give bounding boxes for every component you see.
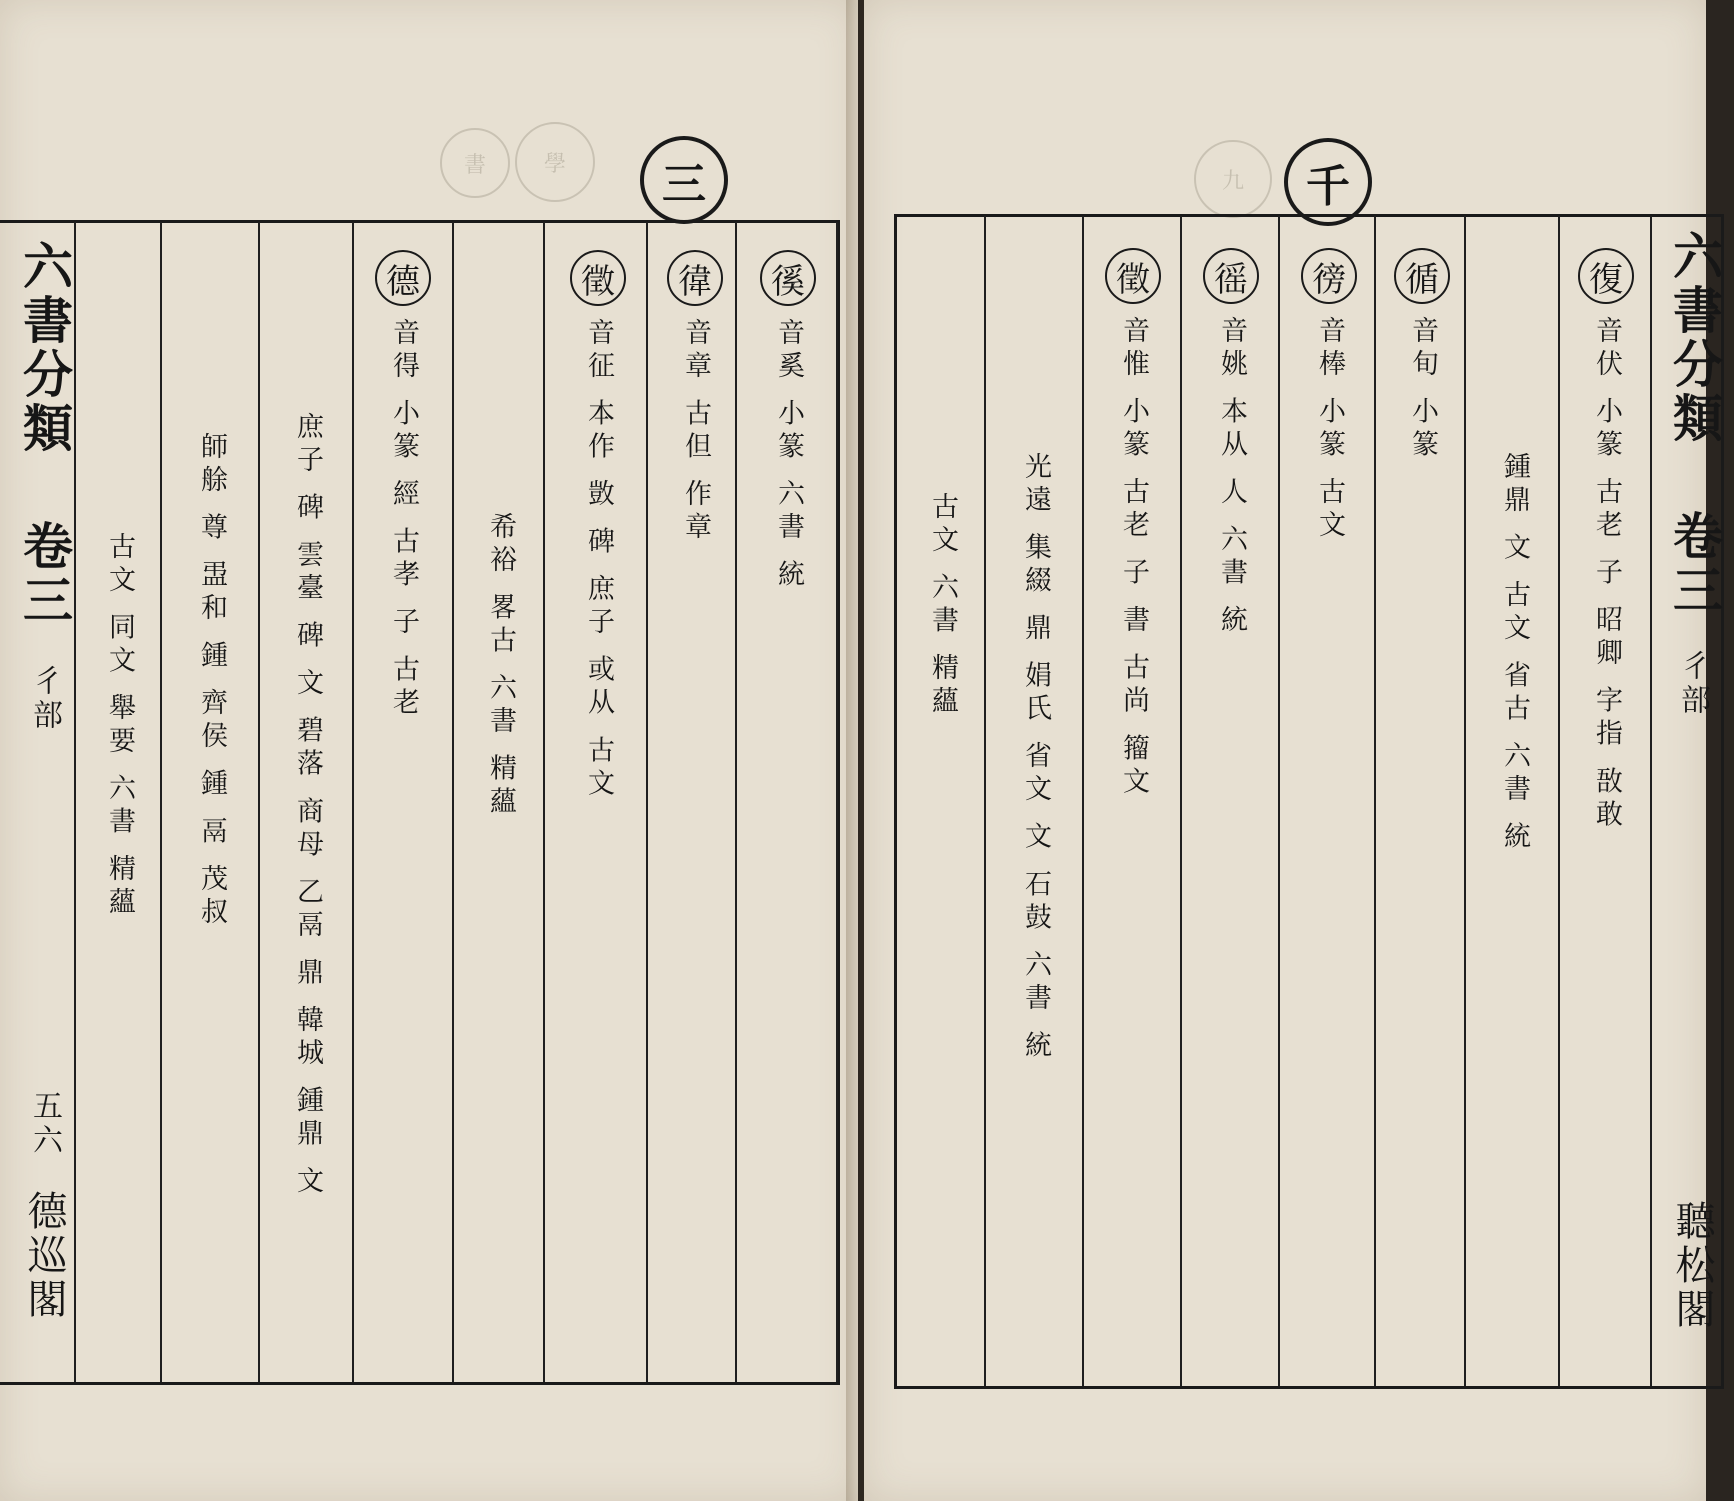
head-character: 徵 bbox=[1105, 248, 1161, 304]
column-rule bbox=[984, 216, 986, 1386]
entry-column bbox=[266, 400, 348, 1199]
entry-text: 希裕 畧古 六書 精蘊 bbox=[485, 512, 516, 820]
head-character: 循 bbox=[1394, 248, 1450, 304]
volume-label: 卷三 bbox=[1665, 510, 1724, 618]
column-rule bbox=[452, 222, 454, 1382]
column-rule bbox=[258, 222, 260, 1382]
entry-text: 師艅 尊 盄和 鍾 齊侯 鍾 鬲 茂叔 bbox=[196, 432, 227, 931]
column-rule bbox=[543, 222, 545, 1382]
column-rule bbox=[1650, 216, 1652, 1386]
entry-text: 音奚 小篆 六書 統 bbox=[773, 318, 804, 593]
entry-column bbox=[1092, 248, 1174, 800]
book-title: 六書分類 bbox=[1665, 230, 1724, 446]
head-character: 徵 bbox=[570, 250, 626, 306]
entry-text: 光遠 集綴 鼎 娟氏 省文 文 石鼓 六書 統 bbox=[1020, 452, 1051, 1064]
entry-column bbox=[460, 500, 540, 820]
entry-column bbox=[558, 250, 638, 802]
head-character: 徯 bbox=[760, 250, 816, 306]
ghost-seal: 學 bbox=[515, 122, 595, 202]
entry-text: 音旬 小篆 bbox=[1407, 316, 1438, 463]
publisher-label: 德巡閣 bbox=[21, 1190, 67, 1322]
entry-column bbox=[1382, 248, 1462, 463]
column-rule bbox=[1374, 216, 1376, 1386]
publisher-label: 聽松閣 bbox=[1669, 1200, 1715, 1332]
entry-text: 音姚 本从 人 六書 統 bbox=[1216, 316, 1247, 639]
entry-column bbox=[1566, 248, 1646, 833]
column-rule bbox=[646, 222, 648, 1382]
column-rule bbox=[1082, 216, 1084, 1386]
column-rule bbox=[735, 222, 737, 1382]
entry-column bbox=[904, 480, 980, 719]
head-character: 徫 bbox=[667, 250, 723, 306]
section-label: 彳部 bbox=[27, 665, 62, 733]
entry-column bbox=[655, 250, 735, 545]
entry-column bbox=[1190, 248, 1272, 638]
head-character: 徬 bbox=[1301, 248, 1357, 304]
entry-text: 音得 小篆 經 古孝 子 古老 bbox=[388, 318, 419, 721]
entry-text: 音惟 小篆 古老 子 書 古尚 籀文 bbox=[1118, 316, 1149, 800]
head-character: 德 bbox=[375, 250, 431, 306]
column-rule bbox=[1278, 216, 1280, 1386]
page-number: 五六 bbox=[27, 1090, 62, 1158]
entry-text: 音征 本作 敳 碑 庶子 或从 古文 bbox=[583, 318, 614, 802]
ghost-seal: 書 bbox=[440, 128, 510, 198]
entry-text: 音棒 小篆 古文 bbox=[1314, 316, 1345, 544]
entry-column bbox=[748, 250, 828, 593]
section-label: 彳部 bbox=[1675, 650, 1710, 718]
entry-text: 古文 六書 精蘊 bbox=[927, 492, 958, 720]
entry-column bbox=[1288, 248, 1370, 543]
folio-number: 千 bbox=[1284, 138, 1372, 226]
entry-column bbox=[170, 420, 252, 930]
entry-text: 鍾鼎 文 古文 省古 六書 統 bbox=[1499, 452, 1530, 855]
entry-column bbox=[82, 520, 156, 920]
column-rule bbox=[1180, 216, 1182, 1386]
entry-text: 古文 同文 舉要 六書 精蘊 bbox=[104, 532, 135, 921]
left-page bbox=[0, 0, 858, 1501]
folio-number: 三 bbox=[640, 136, 728, 224]
right-page bbox=[864, 0, 1724, 1501]
book-title: 六書分類 bbox=[15, 240, 74, 456]
column-rule bbox=[1558, 216, 1560, 1386]
column-rule bbox=[1464, 216, 1466, 1386]
entry-column bbox=[362, 250, 444, 721]
column-rule bbox=[836, 222, 838, 1382]
head-character: 復 bbox=[1578, 248, 1634, 304]
column-rule bbox=[352, 222, 354, 1382]
entry-column bbox=[994, 440, 1076, 1064]
column-rule bbox=[160, 222, 162, 1382]
entry-text: 庶子 碑 雲臺 碑 文 碧落 商母 乙鬲 鼎 韓城 鍾鼎 文 bbox=[292, 412, 323, 1200]
head-character: 徭 bbox=[1203, 248, 1259, 304]
entry-column bbox=[1474, 440, 1554, 855]
volume-label: 卷三 bbox=[15, 520, 74, 628]
entry-text: 音伏 小篆 古老 子 昭卿 字指 敔敢 bbox=[1591, 316, 1622, 833]
ghost-seal: 九 bbox=[1194, 140, 1272, 218]
entry-text: 音章 古但 作章 bbox=[680, 318, 711, 546]
